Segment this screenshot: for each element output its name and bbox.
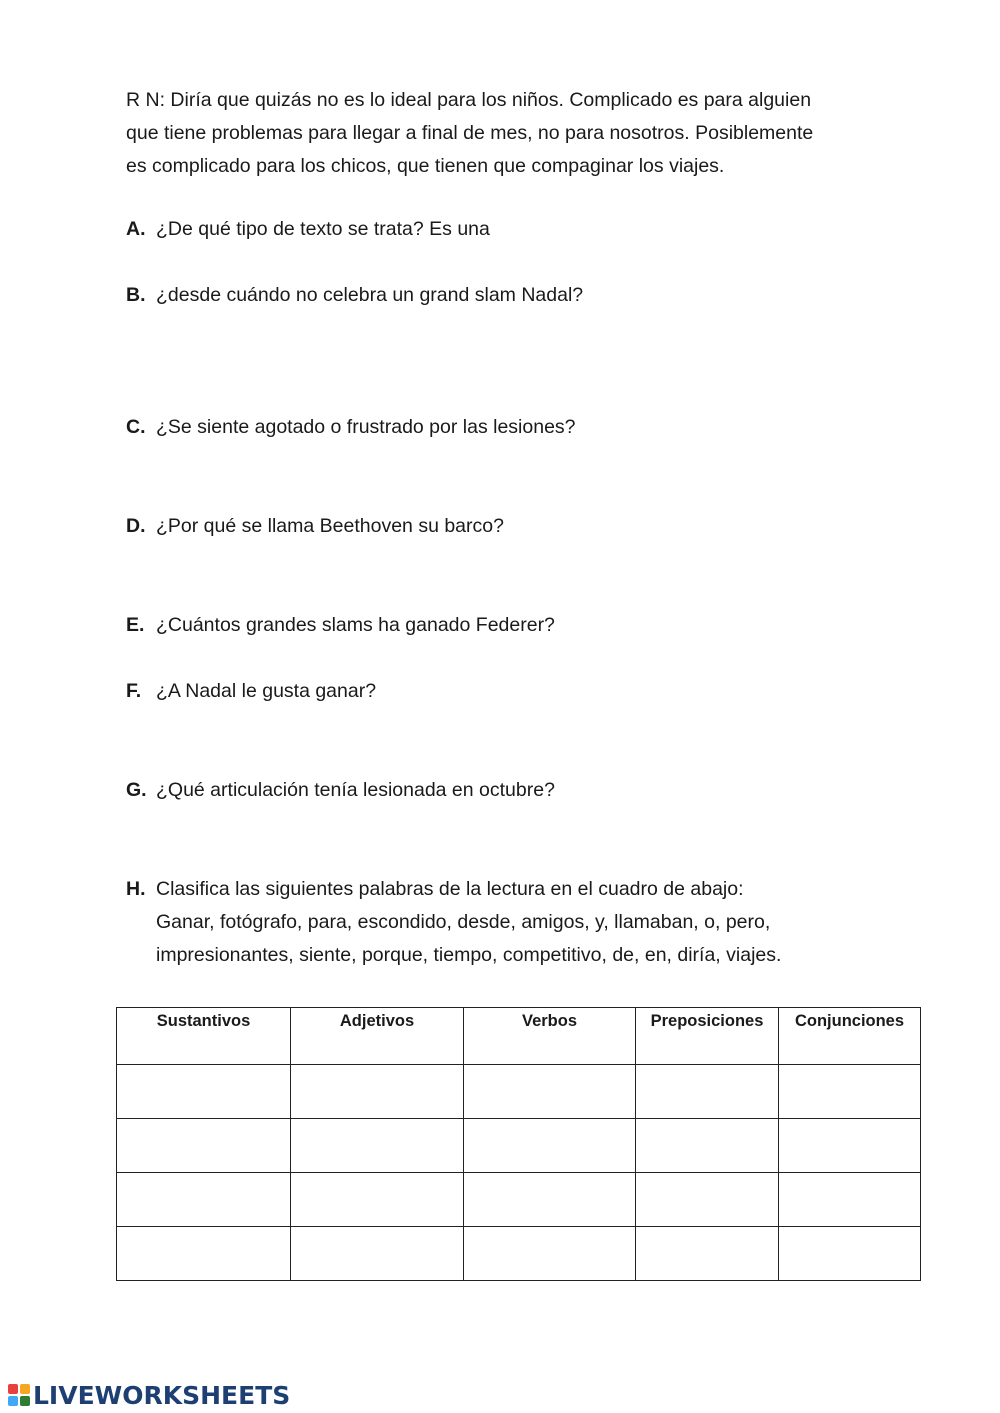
table-cell[interactable] bbox=[291, 1227, 464, 1281]
table-cell[interactable] bbox=[636, 1227, 779, 1281]
table-cell[interactable] bbox=[779, 1065, 921, 1119]
table-cell[interactable] bbox=[636, 1173, 779, 1227]
word-list-line: Ganar, fotógrafo, para, escondido, desde, amigos, y, llamaban, o, pero, bbox=[156, 911, 771, 933]
table-cell[interactable] bbox=[117, 1173, 291, 1227]
question-text: ¿desde cuándo no celebra un grand slam Nadal? bbox=[156, 284, 584, 306]
table-cell[interactable] bbox=[464, 1227, 636, 1281]
liveworksheets-logo-icon bbox=[8, 1384, 30, 1406]
header-preposiciones: Preposiciones bbox=[636, 1008, 779, 1065]
question-text: ¿A Nadal le gusta ganar? bbox=[156, 680, 377, 702]
question-letter: C. bbox=[126, 416, 146, 438]
table-cell[interactable] bbox=[464, 1119, 636, 1173]
table-row bbox=[117, 1227, 921, 1281]
table-header-row bbox=[117, 1008, 921, 1065]
intro-line: es complicado para los chicos, que tienen que compaginar los viajes. bbox=[126, 155, 725, 177]
intro-line: que tiene problemas para llegar a final de mes, no para nosotros. Posiblemente bbox=[126, 122, 814, 144]
intro-line: R N: Diría que quizás no es lo ideal para los niños. Complicado es para alguien bbox=[126, 89, 812, 111]
question-d bbox=[126, 510, 916, 543]
table-cell[interactable] bbox=[636, 1065, 779, 1119]
table-cell[interactable] bbox=[117, 1227, 291, 1281]
table-row bbox=[117, 1173, 921, 1227]
table-cell[interactable] bbox=[464, 1173, 636, 1227]
logo-square-icon bbox=[8, 1384, 18, 1394]
question-text: ¿Cuántos grandes slams ha ganado Federer? bbox=[156, 614, 555, 636]
question-letter: H. bbox=[126, 878, 146, 900]
question-e bbox=[126, 609, 916, 642]
header-conjunciones: Conjunciones bbox=[779, 1008, 921, 1065]
question-text: ¿Qué articulación tenía lesionada en octubre? bbox=[156, 779, 555, 801]
classification-table bbox=[116, 1007, 921, 1281]
question-c bbox=[126, 411, 916, 444]
table-cell[interactable] bbox=[117, 1119, 291, 1173]
question-text: ¿Se siente agotado o frustrado por las lesiones? bbox=[156, 416, 576, 438]
logo-square-icon bbox=[8, 1396, 18, 1406]
question-b bbox=[126, 279, 916, 312]
table-cell[interactable] bbox=[779, 1227, 921, 1281]
question-text: ¿Por qué se llama Beethoven su barco? bbox=[156, 515, 504, 537]
header-sustantivos: Sustantivos bbox=[117, 1008, 291, 1065]
question-letter: E. bbox=[126, 614, 145, 636]
question-h bbox=[126, 873, 916, 972]
liveworksheets-brand bbox=[8, 1380, 290, 1410]
table-row bbox=[117, 1065, 921, 1119]
question-text: ¿De qué tipo de texto se trata? Es una bbox=[156, 218, 490, 240]
question-letter: D. bbox=[126, 515, 146, 537]
table-cell[interactable] bbox=[117, 1065, 291, 1119]
table-cell[interactable] bbox=[636, 1119, 779, 1173]
table-cell[interactable] bbox=[779, 1119, 921, 1173]
question-letter: F. bbox=[126, 680, 142, 702]
logo-square-icon bbox=[20, 1396, 30, 1406]
header-verbos: Verbos bbox=[464, 1008, 636, 1065]
table-cell[interactable] bbox=[464, 1065, 636, 1119]
question-g bbox=[126, 774, 916, 807]
header-adjetivos: Adjetivos bbox=[291, 1008, 464, 1065]
logo-square-icon bbox=[20, 1384, 30, 1394]
table-row bbox=[117, 1119, 921, 1173]
question-letter: G. bbox=[126, 779, 147, 801]
question-letter: B. bbox=[126, 284, 146, 306]
word-list-line: impresionantes, siente, porque, tiempo, competitivo, de, en, diría, viajes. bbox=[156, 944, 782, 966]
question-a bbox=[126, 213, 916, 246]
question-f bbox=[126, 675, 916, 708]
question-text: Clasifica las siguientes palabras de la lectura en el cuadro de abajo: bbox=[156, 878, 744, 900]
table-cell[interactable] bbox=[291, 1173, 464, 1227]
intro-paragraph bbox=[126, 84, 906, 183]
table-cell[interactable] bbox=[779, 1173, 921, 1227]
table-cell[interactable] bbox=[291, 1065, 464, 1119]
table-cell[interactable] bbox=[291, 1119, 464, 1173]
question-letter: A. bbox=[126, 218, 146, 240]
brand-name: LIVEWORKSHEETS bbox=[33, 1380, 291, 1410]
